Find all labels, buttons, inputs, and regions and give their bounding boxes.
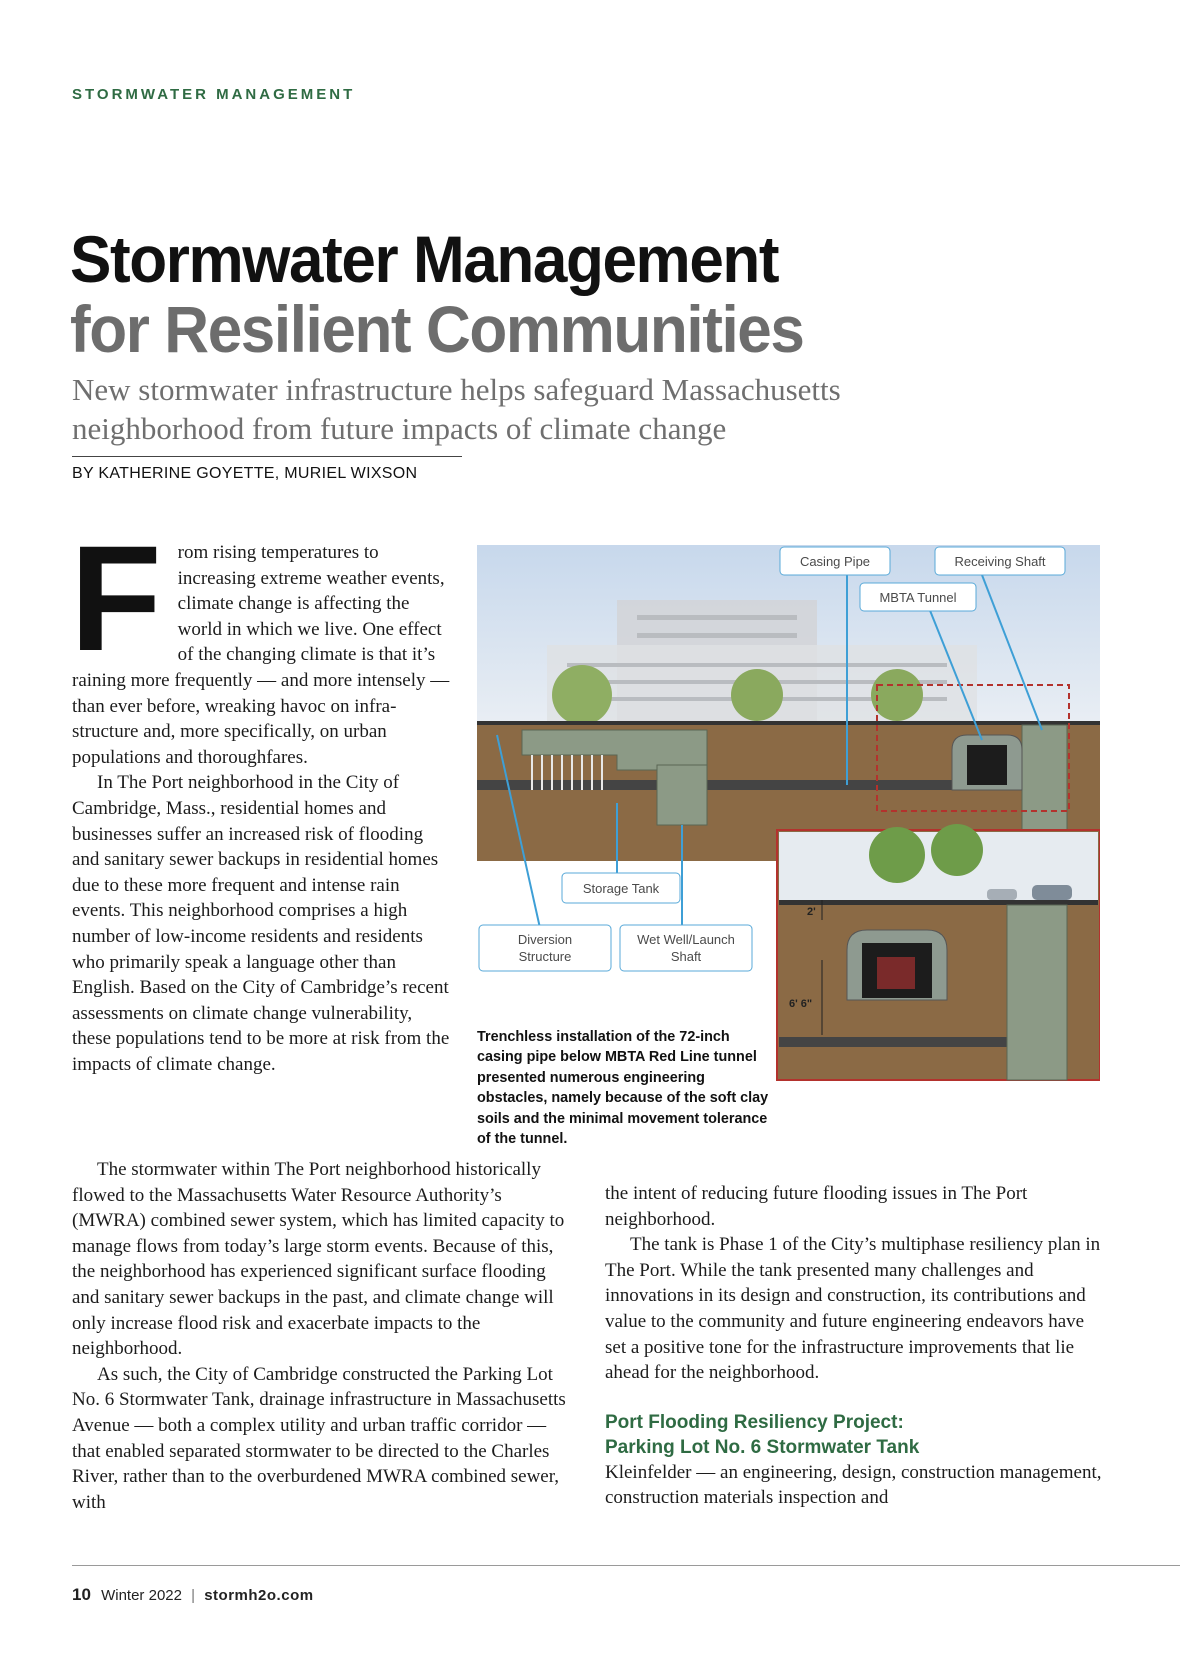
label-diversion-structure [479, 925, 611, 971]
tree [731, 669, 783, 721]
article-deck: New stormwater infrastructure helps safeguard Massachusetts neighborhood from future impacts of climate change [72, 372, 841, 446]
svg-text:Casing Pipe: Casing Pipe [799, 554, 871, 569]
receiving-shaft [1022, 725, 1067, 845]
subheading: Port Flooding Resiliency Project: Parking Lot No. 6 Stormwater Tank [605, 1411, 920, 1458]
label-casing-pipe [780, 547, 890, 575]
car [1032, 885, 1072, 900]
tree [871, 669, 923, 721]
footer-separator: | [191, 1587, 196, 1604]
body-paragraph-3: The stormwater within The Port neighborhood historically flowed to the Massachusetts Water Resource Authority’s (MWRA) combined sewer system, which has limited capacity to manage flows from today’s large storm events. Because of this, the neighborhood has experienced significant surface flooding and sanitary sewer backups in the past, and climate change will only increase flood risk and exacerbate impacts to the neighborhood. [72, 1159, 565, 1360]
dim-label-6ft: 6' 6" [789, 998, 813, 1010]
wet-well-shaft [657, 765, 707, 825]
svg-text:Shaft: Shaft [670, 949, 702, 964]
svg-text:Receiving Shaft: Receiving Shaft [954, 554, 1046, 569]
issue-date: Winter 2022 [101, 1587, 182, 1604]
inset-tree [869, 827, 925, 883]
page-footer [72, 1585, 314, 1605]
body-paragraph-6: The tank is Phase 1 of the City’s multiphase resiliency plan in The Port. While the tank presented many challenges and innovations in its design and construction, its contributions and value to the community and future engineering endeavors have set a positive tone for the infrastructure improvements that lie ahead for the neighborhood. [605, 1234, 1101, 1384]
body-paragraph-1: From rising temperatures to increasing extreme weather events, climate change is affecting the world in which we live. One effect of the changing climate is that it’s raining more frequently — and more intensely — than ever before, wreaking havoc on infrastructure and, more specifically, on urban populations and thoroughfares. [70, 514, 450, 768]
svg-text:Diversion: Diversion [517, 932, 573, 947]
inset-street [779, 900, 1098, 905]
label-wet-well-launch-shaft [620, 925, 752, 971]
label-storage-tank [562, 873, 680, 903]
drop-cap: F [70, 514, 162, 682]
body-column-1-top [70, 514, 452, 1077]
red-line-train [877, 957, 915, 989]
svg-text:Structure: Structure [518, 949, 572, 964]
section-kicker: STORMWATER MANAGEMENT [72, 86, 356, 103]
svg-text:Storage Tank: Storage Tank [582, 881, 660, 896]
title-line-2: for Resilient Communities [70, 292, 804, 366]
svg-text:Wet Well/Launch: Wet Well/Launch [637, 932, 735, 947]
inset-tree [931, 824, 983, 876]
body-paragraph-4: As such, the City of Cambridge constructed the Parking Lot No. 6 Stormwater Tank, drainage infrastructure in Massachusetts Avenue — both a complex utility and urban traffic corridor — that enabled separated stormwater to be directed to the Charles River, rather than to the overburdened MWRA combined sewer, with [72, 1363, 566, 1513]
tree [552, 665, 612, 725]
page-number: 10 [72, 1585, 91, 1604]
svg-text:MBTA Tunnel: MBTA Tunnel [879, 590, 957, 605]
label-receiving-shaft [935, 547, 1065, 575]
site-link[interactable]: stormh2o.com [204, 1587, 314, 1604]
inset-casing-pipe [779, 1037, 1009, 1047]
dim-label-2ft: 2' [807, 906, 816, 918]
figure-caption: Trenchless installation of the 72-inch casing pipe below MBTA Red Line tunnel presented numerous engineering obstacles, namely because of the soft clay soils and the minimal movement tolerance of the tunnel. [477, 1029, 769, 1148]
inset-receiving-shaft [1007, 905, 1067, 1080]
body-column-1-bottom [72, 1157, 568, 1515]
article-title [70, 224, 803, 364]
footer-rule [72, 1565, 1180, 1566]
title-line-1: Stormwater Management [70, 222, 779, 296]
byline: BY KATHERINE GOYETTE, MURIEL WIXSON [72, 456, 462, 483]
body-paragraph-7: Kleinfelder — an engineering, design, construction management, construction materials inspection and [605, 1461, 1102, 1509]
body-paragraph-2: In The Port neighborhood in the City of Cambridge, Mass., residential homes and businesses suffer an increased risk of flooding and sanitary sewer backups in residential homes due to these more frequent and intense rain events. This neighborhood comprises a high number of low-income residents and residents who primarily speak a language other than English. Based on the City of Cambridge’s recent assessments on climate change vulnerability, these populations tend to be more at risk from the impacts of climate change. [72, 772, 450, 1075]
body-column-2 [605, 1181, 1105, 1511]
street [477, 721, 1100, 725]
body-paragraph-5: the intent of reducing future flooding issues in The Port neighborhood. [605, 1183, 1028, 1230]
car [987, 889, 1017, 900]
label-mbta-tunnel [860, 583, 976, 611]
